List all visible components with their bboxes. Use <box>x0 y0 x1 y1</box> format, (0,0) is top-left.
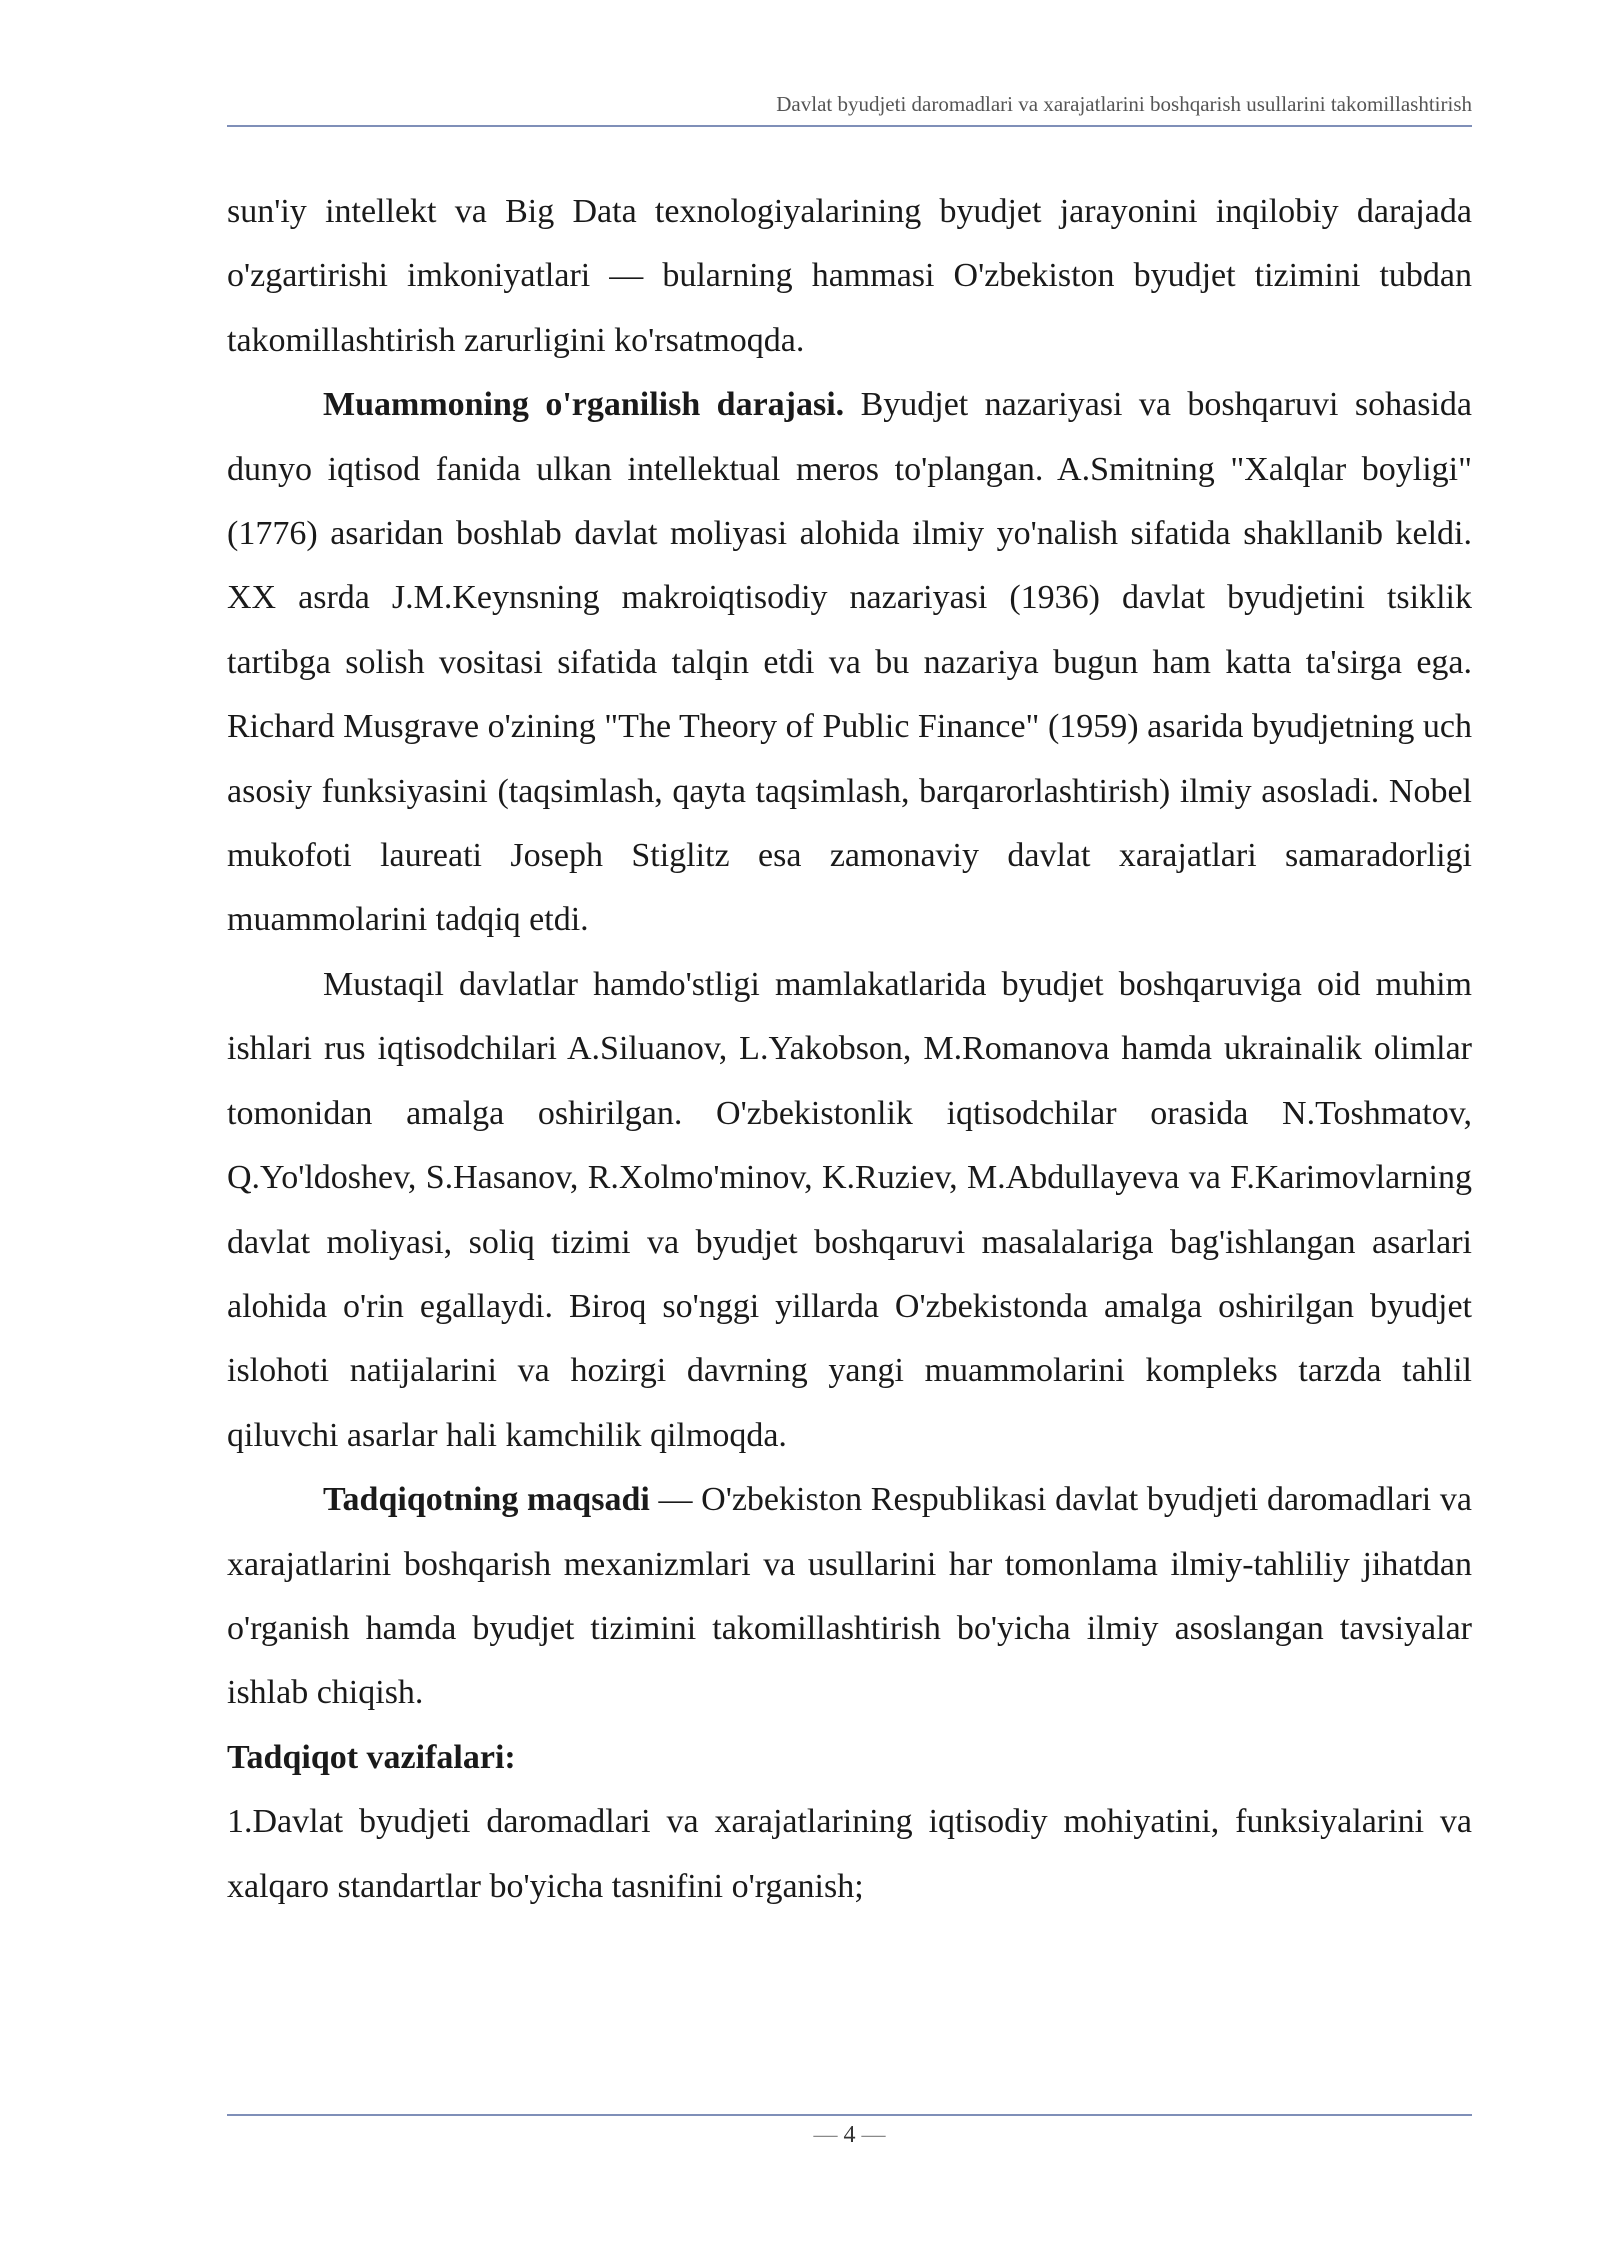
page-number-dash-right: — <box>861 2122 886 2148</box>
paragraph-continuation: sun'iy intellekt va Big Data texnologiyalarining byudjet jarayonini inqilobiy darajada o'zgartirishi imkoniyatlari — bularning hammasi O'zbekiston byudjet tizimini tubdan takomillashtirish zarurligini ko'rsatmoqda. <box>227 193 1472 359</box>
paragraph-research-level <box>227 373 1472 953</box>
page-number-line <box>227 2122 1472 2149</box>
page-number: 4 <box>843 2122 856 2148</box>
research-level-text: Byudjet nazariyasi va boshqaruvi sohasida dunyo iqtisod fanida ulkan intellektual meros to'plangan. A.Smitning "Xalqlar boyligi" (1776) asaridan boshlab davlat moliyasi alohida ilmiy yo'nalish sifatida shakllanib keldi. XX asrda J.M.Keynsning makroiqtisodiy nazariyasi (1936) davlat byudjetini tsiklik tartibga solish vositasi sifatida talqin etdi va bu nazariya bugun ham katta ta'sirga ega. Richard Musgrave o'zining "The Theory of Public Finance" (1959) asarida byudjetning uch asosiy funksiyasini (taqsimlash, qayta taqsimlash, barqarorlashtirish) ilmiy asosladi. Nobel mukofoti laureati Joseph Stiglitz esa zamonaviy davlat xarajatlari samaradorligi muammolarini tadqiq etdi. <box>227 386 1472 939</box>
paragraph-research-goal <box>227 1468 1472 1726</box>
research-goal-text: — O'zbekiston Respublikasi davlat byudjeti daromadlari va xarajatlarini boshqarish mexanizmlari va usullarini har tomonlama ilmiy-tahliliy jihatdan o'rganish hamda byudjet tizimini takomillashtirish bo'yicha ilmiy asoslangan tavsiyalar ishlab chiqish. <box>227 1481 1472 1712</box>
research-goal-lead: Tadqiqotning maqsadi <box>323 1481 650 1519</box>
task-item-1: 1.Davlat byudjeti daromadlari va xarajatlarining iqtisodiy mohiyatini, funksiyalarini va xalqaro standartlar bo'yicha tasnifini o'rganish; <box>227 1803 1472 1905</box>
header-rule <box>227 125 1472 127</box>
page-number-dash-left: — <box>813 2122 838 2148</box>
running-header: Davlat byudjeti daromadlari va xarajatlarini boshqarish usullarini takomillashtirish <box>776 92 1472 116</box>
tasks-heading: Tadqiqot vazifalari: <box>227 1738 516 1776</box>
research-level-lead: Muammoning o'rganilish darajasi. <box>323 386 845 424</box>
page-body <box>227 180 1472 1919</box>
footer-rule <box>227 2114 1472 2116</box>
paragraph-cis-scholars: Mustaqil davlatlar hamdo'stligi mamlakatlarida byudjet boshqaruviga oid muhim ishlari rus iqtisodchilari A.Siluanov, L.Yakobson, M.Romanova hamda ukrainalik olimlar tomonidan amalga oshirilgan. O'zbekistonlik iqtisodchilar orasida N.Toshmatov, Q.Yo'ldoshev, S.Hasanov, R.Xolmo'minov, K.Ruziev, M.Abdullayeva va F.Karimovlarning davlat moliyasi, soliq tizimi va byudjet boshqaruvi masalalariga bag'ishlangan asarlari alohida o'rin egallaydi. Biroq so'nggi yillarda O'zbekistonda amalga oshirilgan byudjet islohoti natijalarini va hozirgi davrning yangi muammolarini kompleks tarzda tahlil qiluvchi asarlar hali kamchilik qilmoqda. <box>227 965 1472 1454</box>
